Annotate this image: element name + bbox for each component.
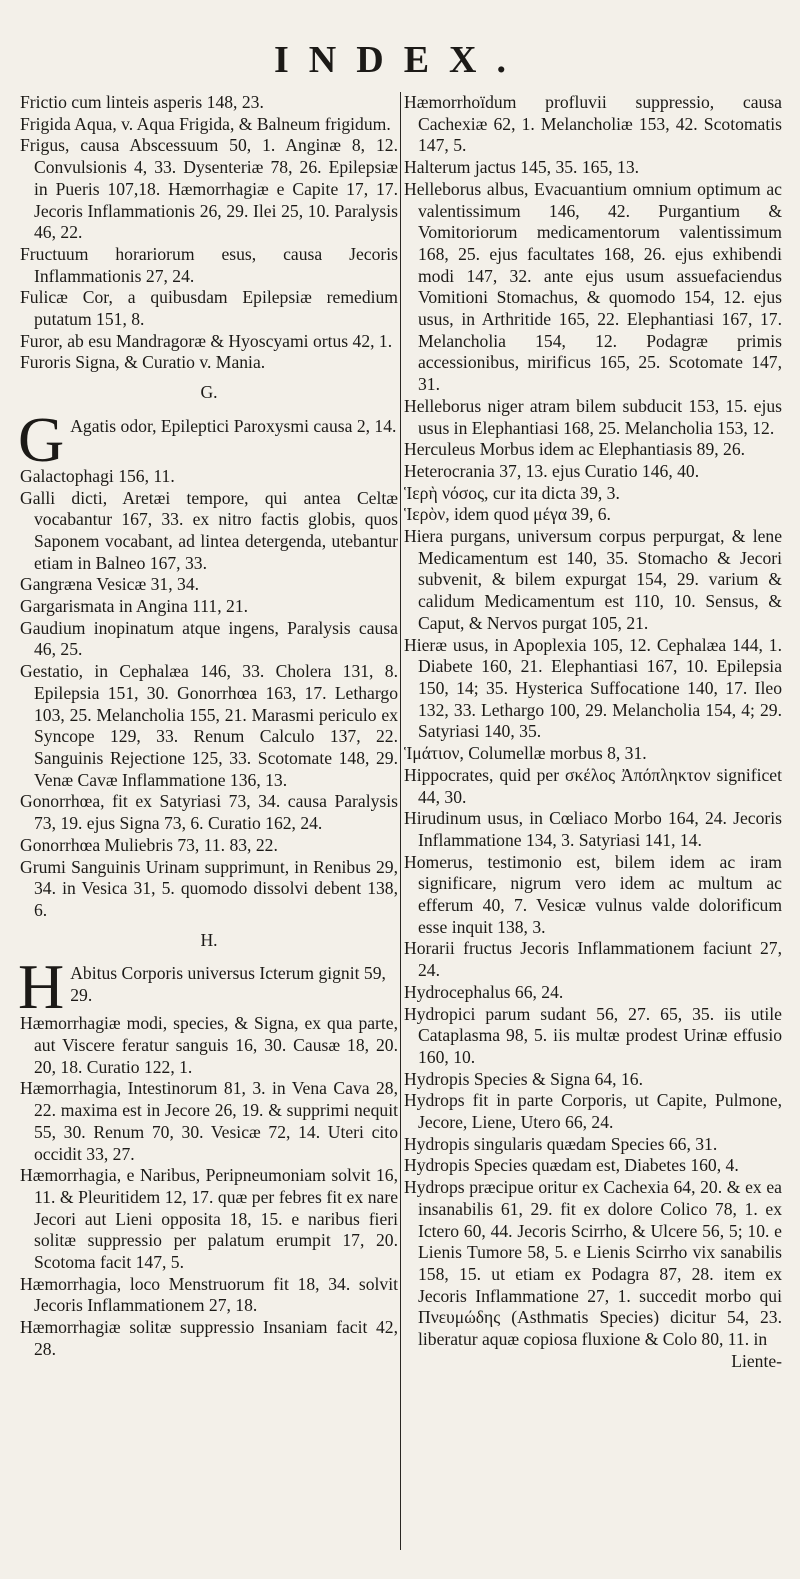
index-entry: Hæmorrhagiæ modi, species, & Signa, ex qua parte, aut Viscere feratur sanguis 16, 30. Causæ 18, 20. 20, 18. Curatio 122, 1. (20, 1013, 398, 1077)
index-entry: Homerus, testimonio est, bilem idem ac iram significare, nigrum vero idem ac multum ac efferum 40, 7. Vesicæ vulnus valde dolorificum esse inquit 138, 3. (404, 851, 782, 937)
index-entry: Hæmorrhagiæ solitæ suppressio Insaniam facit 42, 28. (20, 1317, 398, 1359)
index-entry: Helleborus albus, Evacuantium omnium optimum ac valentissimum 146, 42. Purgantium & Vomitoriorum medicamentorum valentissimum 168, 25. ejus facultates 168, 26. ejus exhibendi modi 147, 32. ante ejus usum assuefaciendus Vomitioni Stomachus, & quomodo 154, 12. ejus usus, in Arthritide 165, 22. Elephantiasi 167, 17. Melancholia 154, 12. Podagræ primis accessionibus, mirificus 165, 25. Scotomate 147, 31. (404, 178, 782, 395)
index-entry: Fructuum horariorum esus, causa Jecoris Inflammationis 27, 24. (20, 243, 398, 286)
index-entry-with-initial (18, 951, 398, 1023)
index-entry: Herculeus Morbus idem ac Elephantiasis 89, 26. (404, 439, 746, 460)
index-entry: Hippocrates, quid per σκέλος Ἀπόπληκτον significet 44, 30. (404, 764, 782, 807)
index-entry: Grumi Sanguinis Urinam supprimunt, in Renibus 29, 34. in Vesica 31, 5. quomodo dissolvi debent 138, 6. (20, 856, 398, 920)
index-entry: Hirudinum usus, in Cœliaco Morbo 164, 24. Jecoris Inflammatione 134, 3. Satyriasi 141, 14. (404, 808, 782, 850)
index-entry: Frigus, causa Abscessuum 50, 1. Anginæ 8, 12. Convulsionis 4, 33. Dysenteriæ 78, 26. Epilepsiæ in Pueris 107,18. Hæmorrhagiæ e Capite 17, 17. Jecoris Inflammationis 26, 29. Ilei 25, 10. Paralysis 46, 22. (20, 135, 398, 243)
index-entry: Hæmorrhagia, Intestinorum 81, 3. in Vena Cava 28, 22. maxima est in Jecore 26, 19. & supprimi nequit 55, 30. Renum 70, 30. Vesicæ 72, 14. Uteri cito occidit 33, 27. (20, 1078, 398, 1164)
index-entry: Hiera purgans, universum corpus perpurgat, & lene Medicamentum est 140, 35. Stomacho & Jecori subvenit, & bilem expurgat 154, 29. varium & calidum Medicamentum est 110, 10. Sensus, & Caput, & Nervos purgat 105, 21. (404, 526, 782, 633)
index-entry: Hydrops præcipue oritur ex Cachexia 64, 20. & ex ea insanabilis 61, 29. fit ex dolore Colico 78, 1. ex Ictero 60, 44. Jecoris Scirrho, & Ulcere 56, 5; 10. e Lienis Tumore 58, 5. e Lienis Scirrho vix sanabilis 158, 15. ut etiam ex Podagra 87, 28. item ex Jecoris Inflammatione 27, 1. succedit morbo qui Πνευμώδης (Asthmatis Species) dicitur 54, 23. liberatur aquæ copiosa fluxione & Colo 80, 11. in (404, 1177, 782, 1350)
page-title: INDEX. (274, 39, 526, 81)
index-entry: Gargarismata in Angina 111, 21. (20, 596, 249, 617)
catchword: Liente- (731, 1350, 782, 1371)
index-entry: Gonorrhœa Muliebris 73, 11. 83, 22. (20, 834, 278, 855)
index-entry: Hieræ usus, in Apoplexia 105, 12. Cephalæa 144, 1. Diabete 160, 21. Elephantiasi 167, 10. Epilepsia 150, 14; 35. Hysterica Suffocatione 140, 17. Ileo 132, 33. Lethargo 100, 29. Melancholia 154, 4; 29. Satyriasi 140, 35. (404, 634, 782, 742)
section-heading-h: H. (200, 929, 218, 950)
index-entry: Frictio cum linteis asperis 148, 23. (20, 92, 264, 112)
index-entry: Gestatio, in Cephalæa 146, 33. Cholera 131, 8. Epilepsia 151, 30. Gonorrhœa 163, 17. Lethargo 103, 25. Melancholia 155, 21. Marasmi periculo ex Syncope 129, 33. Renum Calculo 137, 22. Sanguinis Rejectione 125, 33. Scotomate 148, 29. Venæ Cavæ Inflammatione 136, 13. (20, 661, 398, 790)
index-entry: Galli dicti, Aretæi tempore, qui antea Celtæ vocabantur 167, 33. ex nitro factis globis, quos Saponem vocabant, ad lintea detergenda, utebantur etiam in Balneo 167, 33. (20, 487, 398, 573)
index-entry: Ἱερὴ νόσος, cur ita dicta 39, 3. (404, 482, 620, 503)
index-entry: Gangræna Vesicæ 31, 34. (20, 574, 200, 595)
drop-cap-initial: G (18, 403, 65, 475)
index-entry: Gonorrhœa, fit ex Satyriasi 73, 34. causa Paralysis 73, 19. ejus Signa 73, 6. Curatio 162, 24. (20, 791, 398, 834)
index-entry: Fulicæ Cor, a quibusdam Epilepsiæ remedium putatum 151, 8. (20, 287, 398, 330)
index-entry: Gaudium inopinatum atque ingens, Paralysis causa 46, 25. (20, 617, 398, 660)
index-entry: Hydrops fit in parte Corporis, ut Capite, Pulmone, Jecore, Liene, Utero 66, 24. (404, 1090, 782, 1133)
right-column (404, 92, 782, 1372)
index-entry: Hydrocephalus 66, 24. (404, 981, 564, 1002)
drop-cap-initial: H (18, 951, 65, 1023)
index-entry-text: Abitus Corporis universus Icterum gignit 59, 29. (70, 963, 386, 1006)
section-heading-g: G. (200, 382, 218, 403)
index-entry: Hydropis Species quædam est, Diabetes 160, 4. (404, 1155, 739, 1176)
index-entry: Helleborus niger atram bilem subducit 153, 15. ejus usus in Elephantiasi 168, 25. Melancholia 153, 12. (404, 395, 782, 438)
index-entry: Horarii fructus Jecoris Inflammationem faciunt 27, 24. (404, 938, 782, 981)
index-entry: Hæmorrhagia, e Naribus, Peripneumoniam solvit 16, 11. & Pleuritidem 12, 17. quæ per febres fit ex nare Jecori aut Lieni opposita 18, 15. e naribus fieri solitæ suppressio per palatum erumpit 17, 20. Scotoma facit 147, 5. (20, 1165, 398, 1273)
index-entry: Furoris Signa, & Curatio v. Mania. (20, 352, 266, 373)
index-entry: Ἱερὸν, idem quod μέγα 39, 6. (404, 504, 611, 525)
column-divider (400, 92, 401, 1550)
index-entry: Hydropis singularis quædam Species 66, 31. (404, 1133, 718, 1154)
index-entry-text: Agatis odor, Epileptici Paroxysmi causa 2, 14. (70, 415, 397, 436)
index-entry: Furor, ab esu Mandragoræ & Hyoscyami ortus 42, 1. (20, 330, 393, 351)
left-column (20, 92, 398, 1361)
index-entry: Hydropis Species & Signa 64, 16. (404, 1068, 643, 1089)
index-entry: Frigida Aqua, v. Aqua Frigida, & Balneum frigidum. (20, 113, 391, 134)
index-entry: Heterocrania 37, 13. ejus Curatio 146, 40. (404, 460, 700, 481)
index-entry: Ἱμάτιον, Columellæ morbus 8, 31. (404, 743, 647, 764)
index-entry: Hæmorrhoïdum profluvii suppressio, causa Cachexiæ 62, 1. Melancholiæ 153, 42. Scotomatis 147, 5. (404, 92, 782, 156)
index-entry: Hydropici parum sudant 56, 27. 65, 35. iis utile Cataplasma 98, 5. iis multæ prodest Urinæ effusio 160, 10. (404, 1003, 782, 1067)
index-entry: Halterum jactus 145, 35. 165, 13. (404, 157, 640, 178)
index-entry: Hæmorrhagia, loco Menstruorum fit 18, 34. solvit Jecoris Inflammationem 27, 18. (20, 1273, 398, 1316)
index-entry-with-initial (18, 403, 398, 475)
index-entry: Galactophagi 156, 11. (20, 465, 175, 486)
